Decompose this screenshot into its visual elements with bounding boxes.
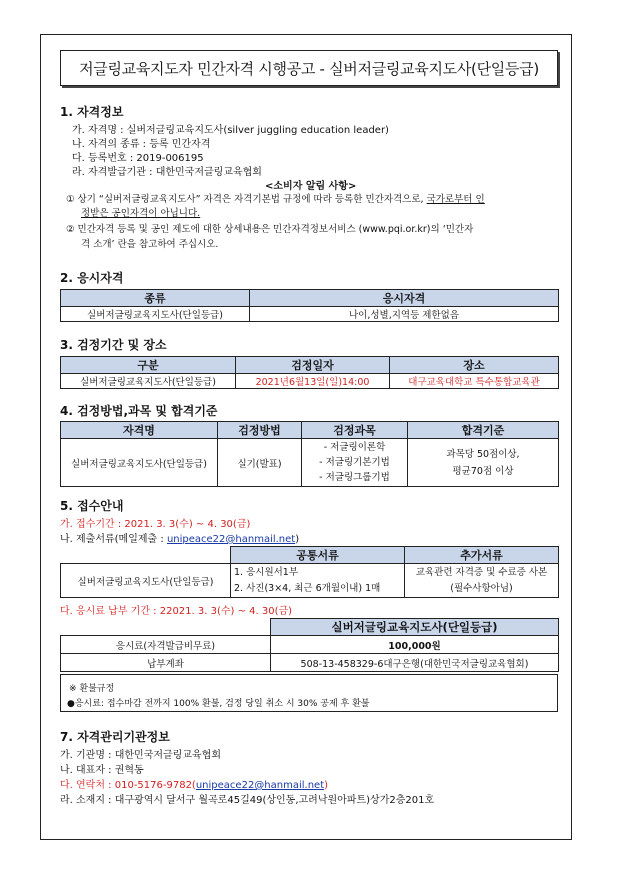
account-value-cell: 508-13-458329-6대구은행(대한민국저글링교육협회) bbox=[271, 654, 559, 672]
col-header-criteria: 합격기준 bbox=[408, 422, 559, 439]
consumer-notice-title: <소비자 알림 사항> bbox=[265, 181, 357, 192]
schedule-date-cell: 2021년6월13일(일)14:00 bbox=[236, 374, 390, 389]
common-docs-cell bbox=[231, 564, 405, 598]
extra-docs-cell bbox=[405, 564, 559, 598]
documents-table bbox=[60, 546, 559, 598]
fee-table bbox=[60, 618, 559, 672]
docs-qual-name-cell: 실버저글링교육지도사(단일등급) bbox=[61, 564, 231, 598]
common-doc-item: 1. 응시원서1부 bbox=[234, 566, 299, 578]
fee-empty-corner bbox=[61, 619, 271, 636]
address-line: 라. 소재지 : 대구광역시 달서구 월곡로45길49(상인동,고려낙원아파트)상가2층201호 bbox=[60, 795, 435, 806]
page-title-text: 저글링교육지도자 민간자격 시행공고 - 실버저글링교육지도사(단일등급) bbox=[79, 59, 539, 78]
notice-1-text: ① 상기 “실버저글링교육지도사” 자격은 자격기본법 규정에 따라 등록한 민간자격으로, bbox=[66, 194, 427, 205]
notice-1-underlined: 국가로부터 인 bbox=[426, 194, 485, 205]
contact-close: ) bbox=[324, 780, 329, 791]
fee-col-header: 실버저글링교육지도사(단일등급) bbox=[271, 619, 559, 636]
criteria-cell bbox=[408, 439, 559, 487]
col-header-eligibility: 응시자격 bbox=[250, 290, 559, 307]
col-header-type: 종류 bbox=[61, 290, 250, 307]
eligibility-type-cell: 실버저글링교육지도사(단일등급) bbox=[61, 307, 250, 322]
criteria-line: 평균70점 이상 bbox=[452, 465, 514, 477]
method-cell: 실기(발표) bbox=[218, 439, 302, 487]
section-7-heading: 7. 자격관리기관정보 bbox=[60, 730, 170, 744]
col-header-date: 검정일자 bbox=[236, 357, 390, 374]
representative-line: 나. 대표자 : 권혁동 bbox=[60, 765, 144, 776]
contact-email-link[interactable]: unipeace22@hanmail.net bbox=[195, 780, 325, 791]
subject-item: - 저글링이론학 bbox=[323, 442, 386, 453]
col-header-extra-docs: 추가서류 bbox=[405, 547, 559, 564]
criteria-line: 과목당 50점이상, bbox=[446, 448, 520, 460]
refund-policy-text: ●응시료: 접수마감 전까지 100% 환불, 검정 당일 취소 시 30% 공제 후 환불 bbox=[67, 699, 370, 709]
eligibility-value-cell: 나이,성별,지역등 제한없음 bbox=[250, 307, 559, 322]
col-header-method: 검정방법 bbox=[218, 422, 302, 439]
submission-docs-close: ) bbox=[295, 534, 300, 545]
col-header-subjects: 검정과목 bbox=[302, 422, 408, 439]
qual-name-line: 가. 자격명 : 실버저글링교육지도사(silver juggling education leader) bbox=[72, 125, 389, 136]
method-qual-name-cell: 실버저글링교육지도사(단일등급) bbox=[61, 439, 218, 487]
eligibility-table bbox=[60, 289, 559, 322]
col-header-common-docs: 공통서류 bbox=[231, 547, 405, 564]
notice-2-line-2: 격 소개’ 란을 참고하여 주십시오. bbox=[81, 239, 219, 250]
qual-type-line: 나. 자격의 종류 : 등록 민간자격 bbox=[72, 139, 211, 150]
col-header-category: 구분 bbox=[61, 357, 236, 374]
notice-2-line-1: ② 민간자격 등록 및 공인 제도에 대한 상세내용은 민간자격정보서비스 (www.pqi.or.kr)의 ‘민간자 bbox=[66, 224, 474, 235]
section-1-heading: 1. 자격정보 bbox=[60, 105, 124, 119]
fee-label-cell: 응시료(자격발급비무료) bbox=[61, 636, 271, 654]
section-2-heading: 2. 응시자격 bbox=[60, 271, 124, 285]
schedule-place-cell: 대구교육대학교 특수통합교육관 bbox=[390, 374, 559, 389]
contact-phone: 010-5176-9782( bbox=[114, 780, 196, 791]
extra-doc-item: (필수사항아님) bbox=[450, 582, 513, 594]
submission-docs-label: 나. 제출서류(메일제출 : bbox=[60, 534, 167, 545]
extra-doc-item: 교육관련 자격증 및 수료증 사본 bbox=[415, 566, 548, 578]
fee-payment-period: 다. 응시료 납부 기간 : 22021. 3. 3(수) ~ 4. 30(금) bbox=[60, 606, 293, 617]
subject-item: - 저글링기본기법 bbox=[319, 457, 390, 468]
refund-policy-title: ※ 환불규정 bbox=[69, 684, 115, 694]
section-4-heading: 4. 검정방법,과목 및 합격기준 bbox=[60, 404, 218, 418]
section-5-heading: 5. 접수안내 bbox=[60, 499, 124, 513]
notice-1-line-2: 정받은 공인자격이 아닙니다. bbox=[81, 208, 201, 219]
section-3-heading: 3. 검정기간 및 장소 bbox=[60, 338, 167, 352]
col-header-qualification: 자격명 bbox=[61, 422, 218, 439]
application-period: 가. 접수기간 : 2021. 3. 3(수) ~ 4. 30(금) bbox=[60, 519, 251, 530]
issuer-line: 라. 자격발급기관 : 대한민국저글링교육협회 bbox=[72, 167, 262, 178]
col-header-place: 장소 bbox=[390, 357, 559, 374]
contact-line bbox=[60, 776, 328, 791]
submission-docs-line bbox=[60, 530, 299, 545]
page-title bbox=[60, 50, 558, 86]
exam-schedule-table bbox=[60, 356, 559, 389]
refund-policy-box bbox=[60, 674, 558, 712]
docs-empty-corner bbox=[61, 547, 231, 564]
exam-method-table bbox=[60, 421, 559, 487]
submission-email-link[interactable]: unipeace22@hanmail.net bbox=[166, 534, 296, 545]
subjects-cell bbox=[302, 439, 408, 487]
account-label-cell: 납부계좌 bbox=[61, 654, 271, 672]
org-name-line: 가. 기관명 : 대한민국저글링교육협회 bbox=[60, 750, 221, 761]
notice-1-line-1 bbox=[66, 192, 485, 207]
subject-item: - 저글링그룹기법 bbox=[319, 472, 390, 483]
reg-number-line: 다. 등록번호 : 2019-006195 bbox=[72, 153, 204, 164]
common-doc-item: 2. 사진(3×4, 최근 6개월이내) 1매 bbox=[234, 582, 381, 594]
schedule-category-cell: 실버저글링교육지도사(단일등급) bbox=[61, 374, 236, 389]
fee-amount-cell: 100,000원 bbox=[271, 636, 559, 654]
contact-label: 다. 연락처 : bbox=[60, 780, 115, 791]
